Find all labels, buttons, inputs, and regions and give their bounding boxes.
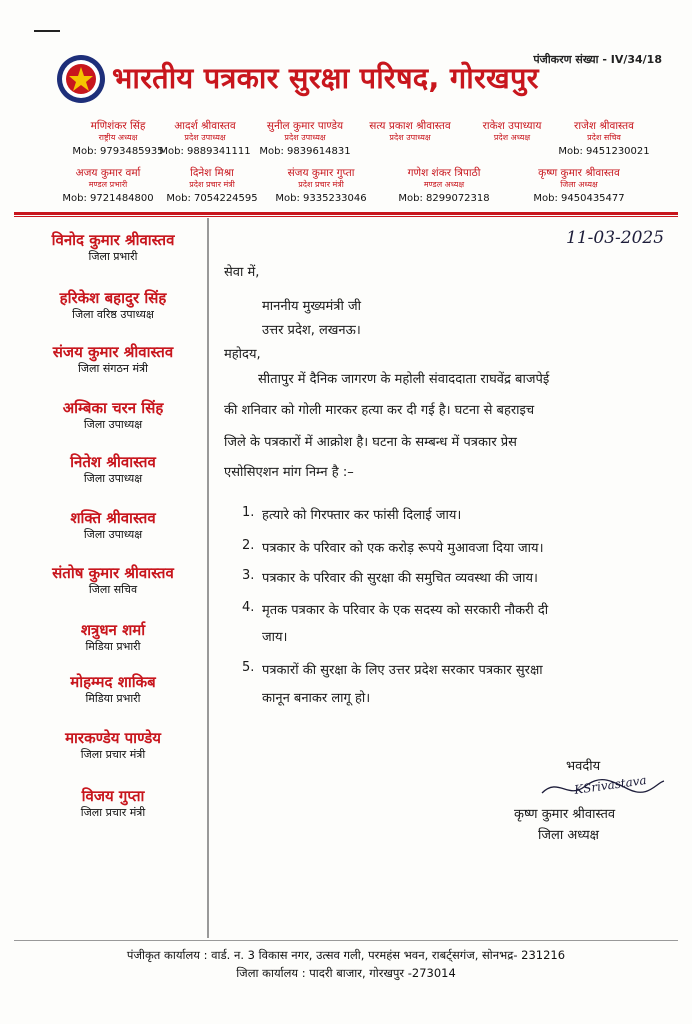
sidebar-member-name: शत्रुधन शर्मा: [80, 621, 146, 639]
member-designation: प्रदेश उपाध्यक्ष: [284, 133, 326, 142]
sidebar-member-name: मारकण्डेय पाण्डेय: [65, 729, 161, 747]
member-mobile: Mob: 7054224595: [166, 193, 258, 204]
footer-district-office: जिला कार्यालय : पादरी बाजार, गोरखपुर -273014: [236, 966, 456, 980]
sidebar-member: [20, 288, 206, 322]
sidebar-member: [20, 342, 206, 376]
header-divider: [14, 212, 678, 215]
salutation-to: सेवा में,: [224, 265, 260, 280]
sidebar-member-name: विनोद कुमार श्रीवास्तव: [51, 231, 175, 249]
body-line: एसोसिएशन मांग निम्न है :–: [224, 465, 354, 480]
closing: भवदीय: [566, 759, 601, 774]
member-mobile: Mob: 9335233046: [275, 193, 367, 204]
sidebar-member-name: विजय गुप्ता: [81, 787, 145, 805]
member-name: सत्य प्रकाश श्रीवास्तव: [369, 120, 451, 132]
signer-name: कृष्ण कुमार श्रीवास्तव: [514, 807, 616, 822]
sidebar-member: [20, 398, 206, 432]
body-line: की शनिवार को गोली मारकर हत्या कर दी गई है। घटना से बहराइच: [224, 403, 535, 418]
sidebar-member: [20, 672, 206, 706]
member-name: गणेश शंकर त्रिपाठी: [407, 167, 481, 179]
sidebar-member-designation: जिला संगठन मंत्री: [78, 362, 148, 375]
sidebar-member-name: नितेश श्रीवास्तव: [70, 453, 156, 471]
header-member: [384, 167, 504, 205]
member-designation: मण्डल प्रभारी: [88, 180, 128, 189]
member-name: राजेश श्रीवास्तव: [574, 120, 634, 132]
member-designation: मण्डल अध्यक्ष: [423, 180, 465, 189]
signature: KSrivastava: [573, 773, 648, 797]
member-mobile: Mob: 9721484800: [62, 193, 154, 204]
member-designation: प्रदेश उपाध्यक्ष: [389, 133, 431, 142]
member-designation: राष्ट्रीय अध्यक्ष: [98, 133, 138, 142]
header-member: [266, 167, 376, 205]
member-mobile: Mob: 8299072318: [398, 193, 490, 204]
sidebar-member-name: संजय कुमार श्रीवास्तव: [52, 343, 174, 361]
sidebar-member-name: हरिकेश बहादुर सिंह: [59, 289, 167, 307]
member-mobile: Mob: 9889341111: [159, 146, 251, 157]
sidebar-member: [20, 620, 206, 654]
member-designation: प्रदेश अध्यक्ष: [493, 133, 531, 142]
sidebar-member: [20, 563, 206, 597]
footer-divider: [14, 940, 678, 941]
header-divider-thin: [14, 216, 678, 217]
header-member: [552, 120, 656, 158]
member-name: आदर्श श्रीवास्तव: [174, 120, 236, 132]
sidebar-member-designation: जिला प्रभारी: [88, 250, 138, 263]
recipient-line-2: उत्तर प्रदेश, लखनऊ।: [262, 323, 361, 338]
sidebar-member-designation: जिला उपाध्यक्ष: [83, 418, 143, 431]
recipient-line-1: माननीय मुख्यमंत्री जी: [262, 299, 361, 314]
demand-text: कानून बनाकर लागू हो।: [262, 691, 371, 706]
sidebar-member-designation: जिला उपाध्यक्ष: [83, 472, 143, 485]
demand-number: 3.: [242, 568, 255, 583]
member-designation: प्रदेश प्रचार मंत्री: [298, 180, 344, 189]
demand-text: हत्यारे को गिरफ्तार कर फांसी दिलाई जाय।: [262, 508, 462, 523]
demand-number: 1.: [242, 505, 255, 520]
header-member: [250, 120, 360, 158]
body-line: जिले के पत्रकारों में आक्रोश है। घटना के सम्बन्ध में पत्रकार प्रेस: [224, 435, 517, 450]
demand-number: 4.: [242, 600, 255, 615]
sidebar-member-designation: जिला प्रचार मंत्री: [80, 806, 146, 819]
sidebar-member-designation: मिडिया प्रभारी: [85, 640, 141, 653]
sidebar-member: [20, 452, 206, 486]
sidebar-member: [20, 230, 206, 264]
sidebar-member-name: संतोष कुमार श्रीवास्तव: [52, 564, 174, 582]
letter-date: 11-03-2025: [566, 228, 665, 248]
demand-number: 5.: [242, 660, 255, 675]
sidebar-member-name: मोहम्मद शाकिब: [70, 673, 156, 691]
member-mobile: Mob: 9451230021: [558, 146, 650, 157]
member-mobile: Mob: 9839614831: [259, 146, 351, 157]
sidebar-member-designation: जिला सचिव: [88, 583, 138, 596]
greeting: महोदय,: [224, 347, 261, 362]
signer-designation: जिला अध्यक्ष: [538, 828, 600, 843]
sidebar-member-designation: जिला प्रचार मंत्री: [80, 748, 146, 761]
member-mobile: Mob: 9793485935: [72, 146, 164, 157]
sidebar-member: [20, 786, 206, 820]
header-member: [462, 120, 562, 146]
member-name: सुनील कुमार पाण्डेय: [266, 120, 344, 132]
member-name: कृष्ण कुमार श्रीवास्तव: [538, 167, 620, 179]
org-name: भारतीय पत्रकार सुरक्षा परिषद, गोरखपुर: [112, 61, 539, 95]
demand-number: 2.: [242, 538, 255, 553]
sidebar-member-name: शक्ति श्रीवास्तव: [70, 509, 156, 527]
footer-registered-office: पंजीकृत कार्यालय : वार्ड. न. 3 विकास नगर, उत्सव गली, परमहंस भवन, राबर्ट्सगंज, सोनभद्र- 231216: [126, 948, 566, 962]
sidebar-divider: [207, 218, 209, 938]
member-designation: प्रदेश उपाध्यक्ष: [184, 133, 226, 142]
member-name: मणिशंकर सिंह: [90, 120, 146, 132]
demand-text: पत्रकार के परिवार की सुरक्षा की समुचित व्यवस्था की जाय।: [262, 571, 538, 586]
member-designation: प्रदेश प्रचार मंत्री: [189, 180, 235, 189]
sidebar-member-designation: मिडिया प्रभारी: [85, 692, 141, 705]
member-name: संजय कुमार गुप्ता: [287, 167, 355, 179]
demand-text: जाय।: [262, 630, 288, 645]
demand-text: पत्रकार के परिवार को एक करोड़ रूपये मुआवजा दिया जाय।: [262, 541, 544, 556]
sidebar-member: [20, 508, 206, 542]
member-designation: प्रदेश सचिव: [587, 133, 621, 142]
registration-number: पंजीकरण संख्या - IV/34/18: [533, 53, 662, 66]
top-mark: [34, 30, 60, 32]
demand-text: पत्रकारों की सुरक्षा के लिए उत्तर प्रदेश सरकार पत्रकार सुरक्षा: [262, 663, 543, 678]
member-designation: जिला अध्यक्ष: [560, 180, 598, 189]
body-line: सीतापुर में दैनिक जागरण के महोली संवाददाता राघवेंद्र बाजपेई: [258, 372, 550, 387]
sidebar-member: [20, 728, 206, 762]
sidebar-member-designation: जिला वरिष्ठ उपाध्यक्ष: [72, 308, 154, 321]
header-member: [350, 120, 470, 146]
member-mobile: Mob: 9450435477: [533, 193, 625, 204]
demand-text: मृतक पत्रकार के परिवार के एक सदस्य को सरकारी नौकरी दी: [262, 603, 549, 618]
member-name: राकेश उपाध्याय: [482, 120, 542, 132]
member-name: अजय कुमार वर्मा: [75, 167, 141, 179]
sidebar-member-designation: जिला उपाध्यक्ष: [83, 528, 143, 541]
header-member: [160, 167, 264, 205]
header-member: [56, 167, 160, 205]
member-name: दिनेश मिश्रा: [190, 167, 234, 179]
header-member: [150, 120, 260, 158]
sidebar-member-name: अम्बिका चरन सिंह: [62, 399, 164, 417]
org-logo-emblem: [56, 54, 106, 104]
header-member: [514, 167, 644, 205]
